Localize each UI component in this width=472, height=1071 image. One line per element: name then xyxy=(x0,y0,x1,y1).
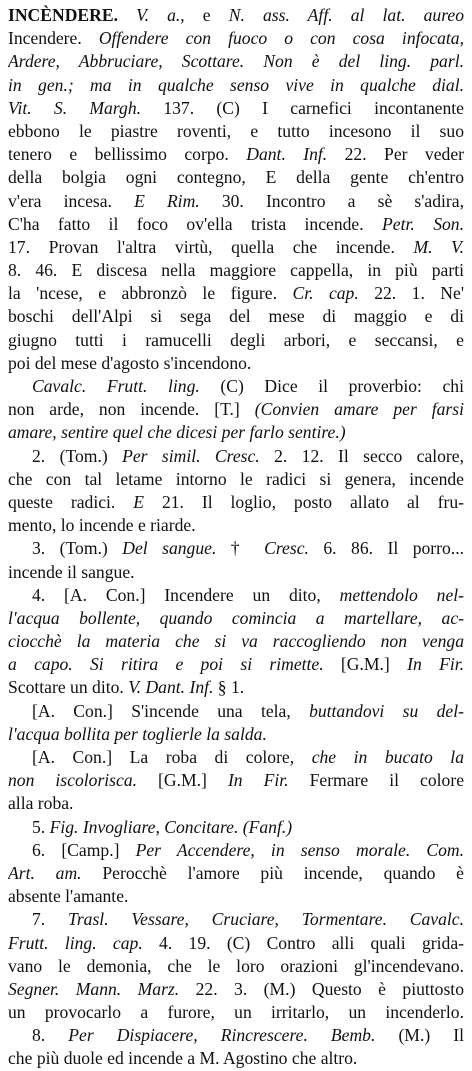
entry-line xyxy=(8,27,464,50)
text-segment: queste radici. xyxy=(8,491,134,512)
text-segment: 5. xyxy=(32,816,50,837)
text-segment: 3. (Tom.) xyxy=(32,538,123,559)
entry-line xyxy=(8,561,464,584)
text-segment: absente l'amante. xyxy=(8,886,129,907)
entry-line xyxy=(8,584,464,607)
italic-text: (Convien amare per farsi xyxy=(254,399,464,420)
italic-text: che in bucato la xyxy=(311,747,464,767)
italic-text: Cr. cap. xyxy=(292,283,359,304)
entry-line xyxy=(8,816,464,839)
entry-line xyxy=(8,908,464,931)
italic-text: Ardere, Abbruciare, Scottare. Non è del ling. parl. xyxy=(8,51,464,72)
entry-line xyxy=(8,700,464,723)
entry-line xyxy=(8,676,464,699)
text-segment: la 'ncese, e abbronzò le figure. xyxy=(8,283,293,304)
italic-text: mettendolo nel- xyxy=(339,584,464,605)
text-segment: 7. xyxy=(32,909,68,930)
italic-text: Del sangue. xyxy=(122,538,217,559)
entry-line xyxy=(8,143,464,166)
entry-line xyxy=(8,259,464,282)
italic-text: Cavalc. Frutt. ling. xyxy=(32,376,200,396)
italic-text: Frutt. ling. cap. xyxy=(8,932,143,953)
italic-text: E Rim. xyxy=(134,190,200,211)
entry-line xyxy=(8,1024,464,1047)
entry-line xyxy=(8,792,464,815)
text-segment: un provocarlo a furore, un irritarlo, un incenderlo. xyxy=(8,1002,464,1023)
text-segment: incende il sangue. xyxy=(8,561,135,582)
text-segment: 8. 46. E discesa nella maggiore cappella, in più parti xyxy=(8,260,464,281)
italic-text: Cresc. xyxy=(264,538,309,559)
entry-line xyxy=(8,607,464,630)
text-segment: ebbono le piastre roventi, e tutto incesono il suo xyxy=(8,120,464,141)
italic-text: Per Dispiacere, Rincrescere. Bemb. xyxy=(68,1025,376,1046)
text-segment: che con tal letame intorno le radici si genera, incende xyxy=(8,468,464,489)
entry-line xyxy=(8,1001,464,1024)
italic-text: V. a. xyxy=(117,5,181,25)
text-segment: Fermare il colore xyxy=(288,770,464,791)
entry-line xyxy=(8,421,464,444)
text-segment: § 1. xyxy=(213,677,245,698)
entry-line xyxy=(8,932,464,955)
italic-text: Segner. Mann. Marz. xyxy=(8,978,180,999)
text-segment: 2. (Tom.) xyxy=(32,445,123,466)
text-segment: poi del mese d'agosto s'incendono. xyxy=(8,352,252,373)
entry-line xyxy=(8,723,464,746)
entry-line xyxy=(8,491,464,514)
entry-line xyxy=(8,955,464,978)
italic-text: a capo. Si ritira e poi si rimette. xyxy=(8,654,324,675)
text-segment: tenero e bellissimo corpo. xyxy=(8,144,247,165)
text-segment: 8. xyxy=(32,1025,69,1046)
entry-line xyxy=(8,468,464,491)
dictionary-entry-incendere xyxy=(8,4,464,1071)
italic-text: Vit. S. Margh. xyxy=(8,97,142,118)
entry-line xyxy=(8,445,464,468)
entry-line xyxy=(8,398,464,421)
italic-text: Fig. Invogliare, Concitare. (Fanf.) xyxy=(49,816,293,837)
text-segment: , e xyxy=(180,5,229,25)
entry-line xyxy=(8,514,464,537)
text-segment: 4. 19. (C) Contro alli quali grida- xyxy=(142,932,464,953)
text-segment: della bolgia ogni contegno, E della gente ch'entro xyxy=(8,167,464,188)
text-segment: Perocchè l'amore più incende, quando è xyxy=(81,862,464,883)
italic-text: in gen.; ma in qualche senso vive in qualche dial. xyxy=(8,74,464,95)
italic-text: l'acqua bollita per toglierle la salda. xyxy=(8,723,267,744)
italic-text: M. V. xyxy=(413,236,464,257)
text-segment: † xyxy=(216,538,265,559)
text-segment: [G.M.] xyxy=(323,654,408,675)
entry-line xyxy=(8,630,464,653)
entry-line xyxy=(8,74,464,97)
text-segment: 22. 3. (M.) Questo è piuttosto xyxy=(179,978,464,999)
entry-line xyxy=(8,213,464,236)
italic-text: E xyxy=(133,491,145,512)
entry-line xyxy=(8,769,464,792)
text-segment: C'ha fatto il foco ov'ella trista incende. xyxy=(8,213,383,234)
text-segment: alla roba. xyxy=(8,793,74,814)
text-segment: 4. [A. Con.] Incendere un dito, xyxy=(32,584,340,605)
italic-text: In Fir. xyxy=(227,770,289,791)
text-segment: [G.M.] xyxy=(137,770,228,791)
text-segment: 21. Il loglio, posto allato al fru- xyxy=(144,491,464,512)
italic-text: Per simil. Cresc. xyxy=(122,445,260,466)
entry-line xyxy=(8,97,464,120)
text-segment: v'era incesa. xyxy=(8,190,135,211)
entry-line xyxy=(8,305,464,328)
italic-text: Per Accendere, in senso morale. Com. xyxy=(135,839,464,860)
text-segment: mento, lo incende e riarde. xyxy=(8,515,196,536)
entry-line xyxy=(8,329,464,352)
entry-line xyxy=(8,236,464,259)
entry-line xyxy=(8,1047,464,1070)
italic-text: N. ass. Aff. al lat. aureo xyxy=(228,5,464,25)
text-segment: giugno tutti i ramucelli degli arbori, e seccansi, e xyxy=(8,329,464,350)
entry-line xyxy=(8,375,464,398)
italic-text: In Fir. xyxy=(407,654,464,675)
italic-text: ciocchè la materia che si va raccogliendo non venga xyxy=(8,631,464,652)
text-segment: 2. 12. Il secco calore, xyxy=(259,445,464,466)
text-segment: vano le demonia, che le loro orazioni gl'incendevano. xyxy=(8,955,464,976)
italic-text: V. Dant. Inf. xyxy=(128,677,214,698)
italic-text: non iscolorisca. xyxy=(8,770,138,791)
italic-text: Dant. Inf. xyxy=(246,144,328,165)
italic-text: amare, sentire quel che dicesi per farlo sentire.) xyxy=(8,422,346,443)
headword: INCÈNDERE. xyxy=(8,5,118,25)
text-segment: boschi dell'Alpi si sega del mese di maggio e di xyxy=(8,306,464,327)
italic-text: buttandovi su del- xyxy=(309,700,464,721)
entry-line xyxy=(8,839,464,862)
text-segment: che più duole ed incende a M. Agostino che altro. xyxy=(8,1048,358,1069)
text-segment: 6. [Camp.] xyxy=(32,839,136,860)
italic-text: Offendere con fuoco o con cosa infocata, xyxy=(98,28,464,49)
italic-text: Petr. Son. xyxy=(382,213,464,234)
entry-line xyxy=(8,4,464,27)
entry-line xyxy=(8,653,464,676)
text-segment: [A. Con.] S'incende una tela, xyxy=(32,700,310,721)
entry-line xyxy=(8,885,464,908)
text-segment: (M.) Il xyxy=(375,1025,464,1046)
entry-line xyxy=(8,120,464,143)
text-segment: non arde, non incende. [T.] xyxy=(8,399,255,420)
text-segment: 6. 86. Il porro... xyxy=(308,538,464,559)
italic-text: l'acqua bollente, quando comincia a martellare, ac- xyxy=(8,607,464,628)
entry-line xyxy=(8,978,464,1001)
entry-line xyxy=(8,282,464,305)
text-segment: 17. Provan l'altra virtù, quella che incende. xyxy=(8,236,414,257)
entry-line xyxy=(8,190,464,213)
entry-line xyxy=(8,166,464,189)
italic-text: Art. am. xyxy=(8,862,82,883)
text-segment: 137. (C) I carnefici incontanente xyxy=(141,97,464,118)
entry-line xyxy=(8,352,464,375)
text-segment: Scottare un dito. xyxy=(8,677,129,698)
text-segment: Incendere. xyxy=(8,28,99,49)
text-segment: 22. Per veder xyxy=(327,144,464,165)
text-segment: 30. Incontro a sè s'adira, xyxy=(199,190,464,211)
text-segment: (C) Dice il proverbio: chi xyxy=(199,376,464,396)
italic-text: Trasl. Vessare, Cruciare, Tormentare. Cavalc. xyxy=(68,909,464,930)
entry-line xyxy=(8,537,464,560)
text-segment: 22. 1. Ne' xyxy=(358,283,464,304)
entry-line xyxy=(8,50,464,73)
entry-line xyxy=(8,746,464,769)
entry-line xyxy=(8,862,464,885)
text-segment: [A. Con.] La roba di colore, xyxy=(32,747,312,767)
